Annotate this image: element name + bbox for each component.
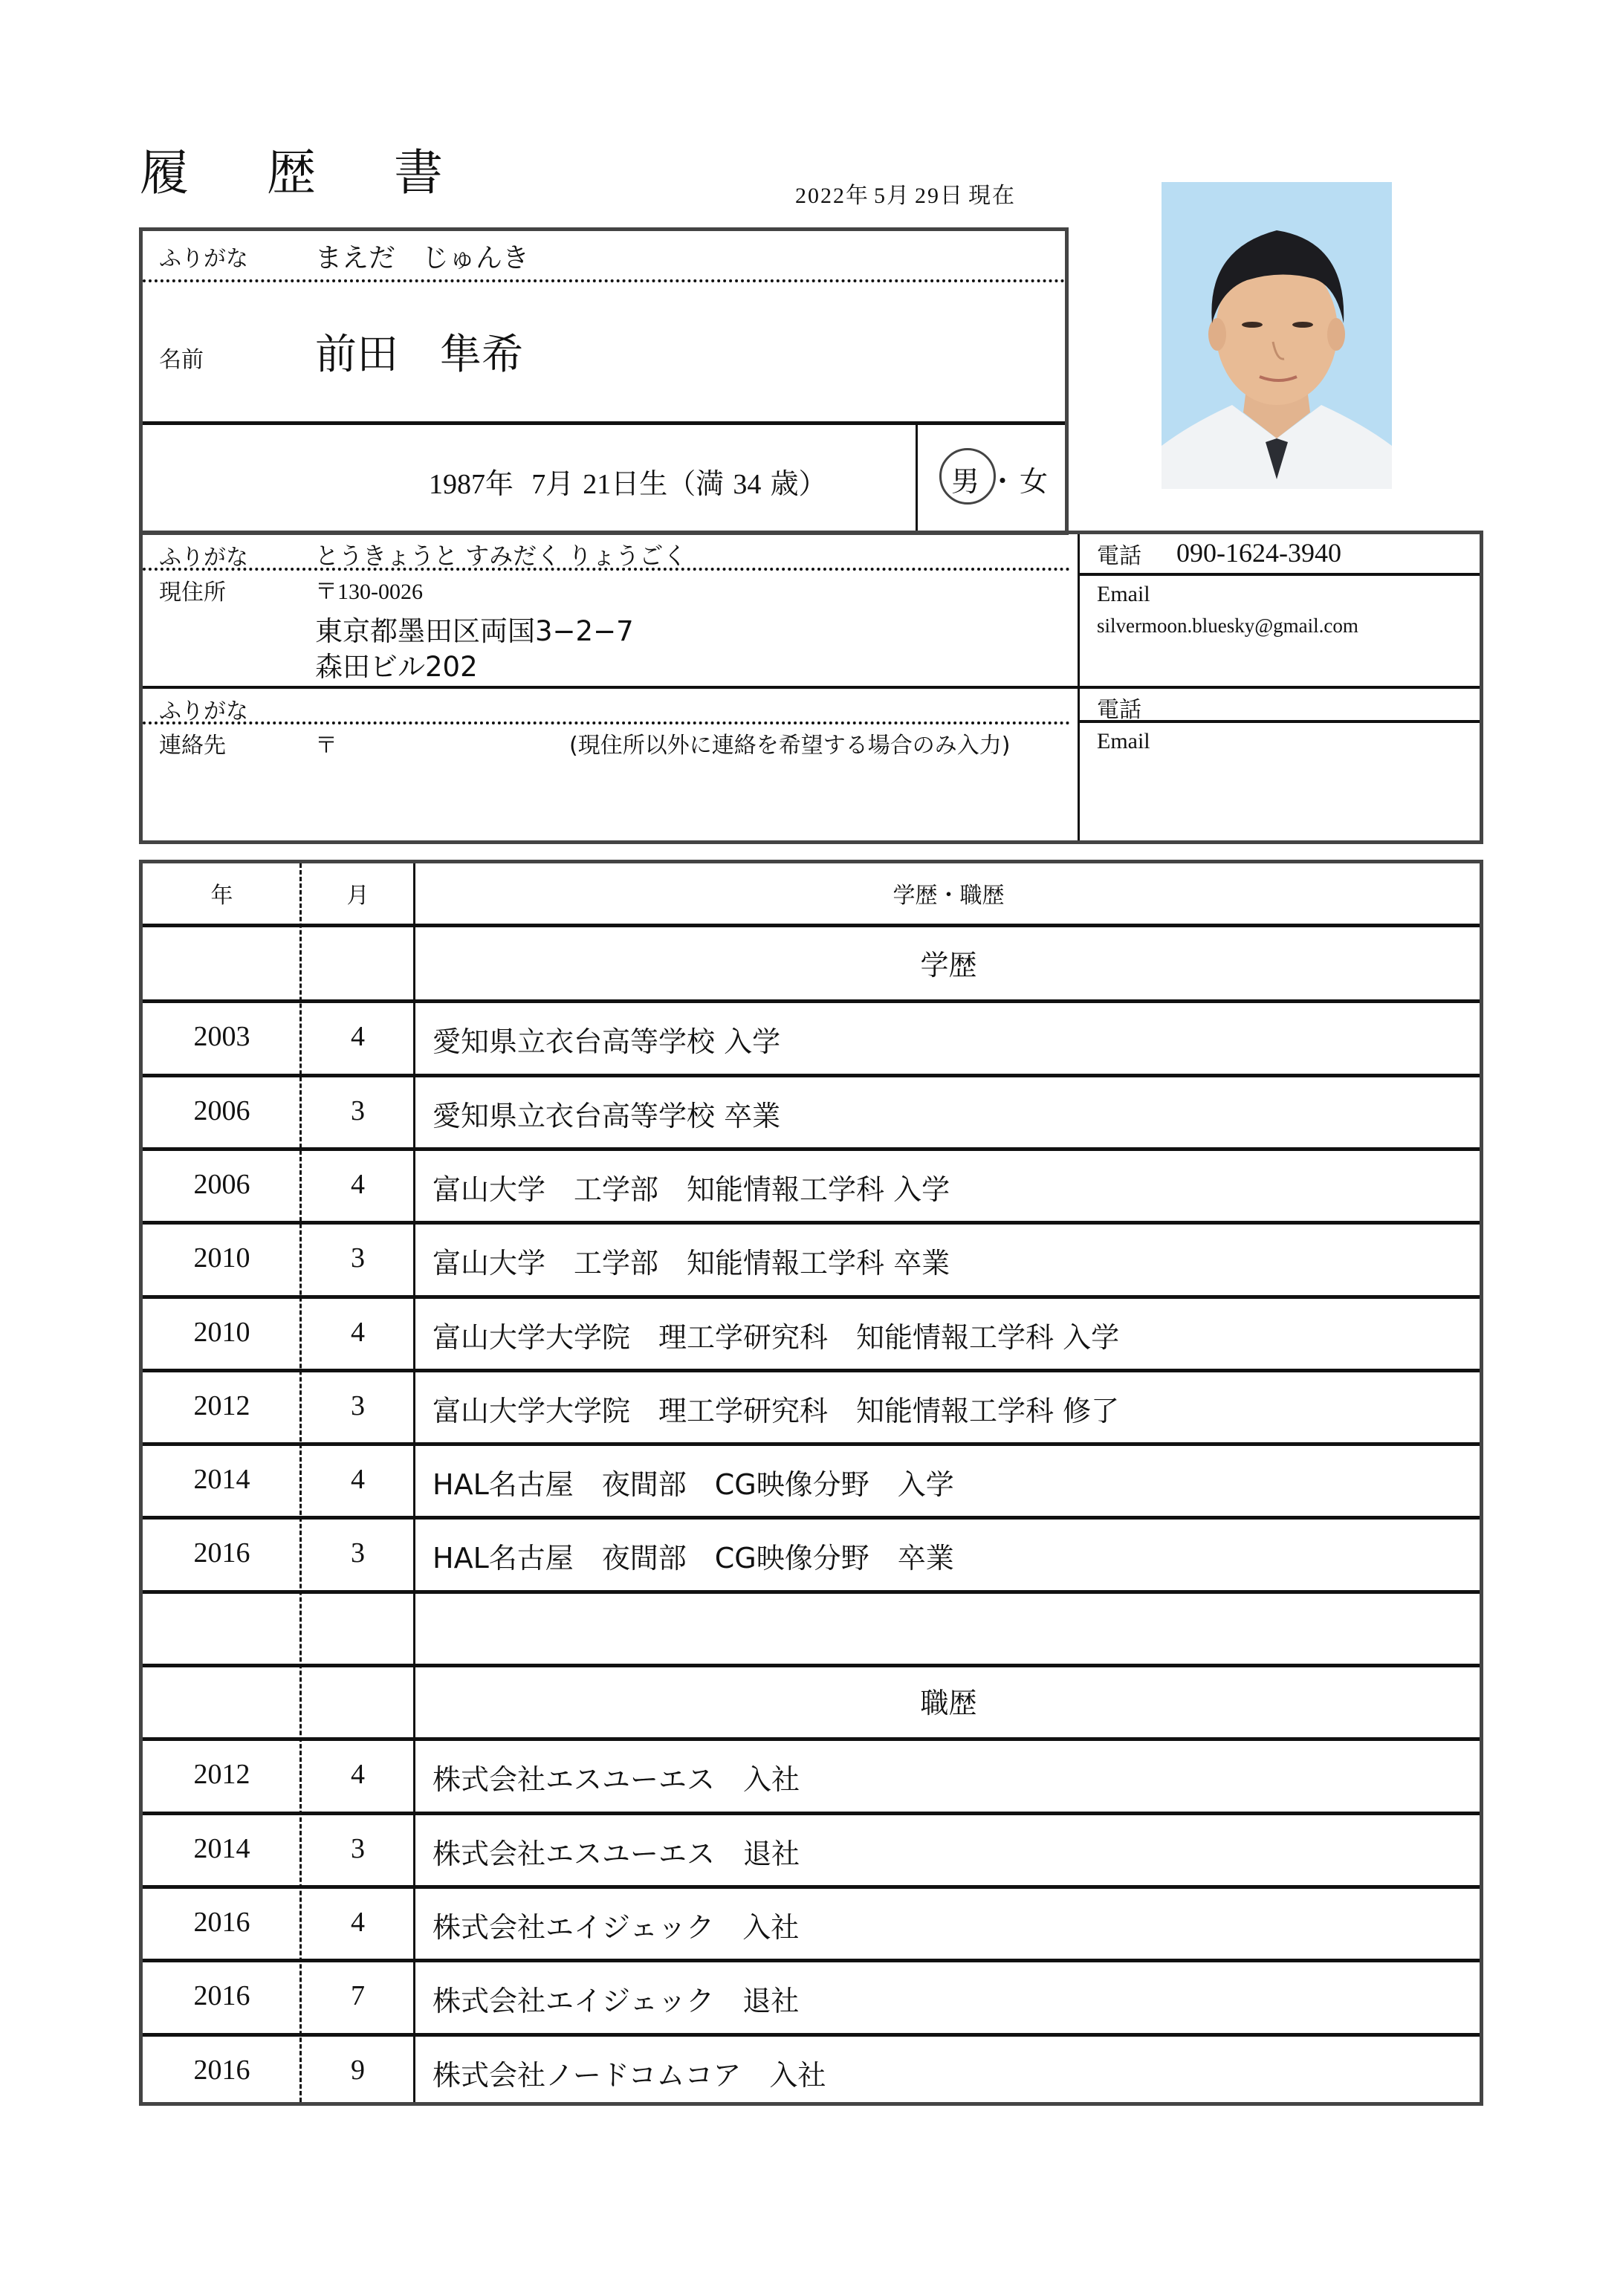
row-description[interactable]: 富山大学 工学部 知能情報工学科 卒業 [433, 1247, 950, 1280]
name-divider [143, 421, 1065, 425]
empty-row [143, 1592, 1480, 1665]
address-contact-section [139, 531, 1483, 844]
row-month[interactable]: 3 [351, 1832, 365, 1864]
row-description[interactable]: 愛知県立衣台高等学校 入学 [433, 1025, 781, 1059]
age-suffix: 歳） [770, 467, 827, 500]
gender-female[interactable]: 女 [1020, 465, 1049, 498]
row-description[interactable]: 富山大学大学院 理工学研究科 知能情報工学科 入学 [433, 1320, 1120, 1354]
row-year[interactable]: 2016 [193, 1980, 250, 2012]
postal-code[interactable]: 〒130-0026 [315, 580, 423, 604]
table-header [143, 863, 1480, 924]
address-section-divider [143, 686, 1480, 689]
as-of-date [795, 177, 1020, 210]
birth-day: 21日生（満 [583, 469, 725, 500]
table-row [143, 1444, 1480, 1517]
row-month[interactable]: 3 [351, 1537, 365, 1569]
row-month[interactable]: 4 [351, 1021, 365, 1053]
table-row [143, 1887, 1480, 1960]
row-description[interactable]: 富山大学大学院 理工学研究科 知能情報工学科 修了 [433, 1394, 1120, 1427]
row-month[interactable]: 4 [351, 1906, 365, 1938]
row-description[interactable]: HAL名古屋 夜間部 CG映像分野 入学 [433, 1468, 954, 1502]
full-name[interactable]: 前田 隼希 [315, 331, 523, 379]
row-description[interactable]: 株式会社エスユーエス 退社 [433, 1837, 800, 1870]
row-month[interactable]: 4 [351, 1168, 365, 1200]
row-year[interactable]: 2006 [193, 1168, 250, 1200]
furigana-divider [143, 279, 1065, 282]
row-year[interactable]: 2016 [193, 1906, 250, 1938]
address-label: 現住所 [159, 580, 226, 606]
address-furigana-divider [143, 568, 1070, 571]
row-description[interactable]: 株式会社ノードコムコア 入社 [433, 2058, 826, 2092]
address-furigana-value[interactable]: とうきょうと すみだく りょうごく [315, 542, 687, 570]
row-description[interactable]: 株式会社エイジェック 退社 [433, 1985, 800, 2018]
document-title: 履 歴 書 [140, 144, 474, 201]
birth-year: 1987年 [429, 469, 514, 500]
row-description[interactable]: 株式会社エスユーエス 入社 [433, 1763, 800, 1797]
row-description[interactable]: 愛知県立衣台高等学校 卒業 [433, 1099, 781, 1132]
address-line-2[interactable]: 森田ビル202 [315, 651, 478, 683]
column-header-history: 学歴・職歴 [893, 883, 1005, 909]
table-row [143, 1960, 1480, 2034]
contact-furigana-divider [143, 721, 1070, 724]
column-header-month: 月 [346, 883, 369, 909]
contact-furigana-label: ふりがな [159, 698, 248, 724]
education-work-history-table [139, 860, 1483, 2106]
contact-phone-divider [1078, 720, 1480, 723]
row-year[interactable]: 2006 [193, 1095, 250, 1126]
contact-phone-label: 電話 [1097, 697, 1141, 723]
row-month[interactable]: 4 [351, 1759, 365, 1791]
email-value[interactable]: silvermoon.bluesky@gmail.com [1097, 614, 1358, 637]
table-row [143, 1370, 1480, 1444]
phone-divider [1078, 573, 1480, 576]
row-year[interactable]: 2012 [193, 1759, 250, 1791]
contact-email-label: Email [1097, 729, 1150, 753]
row-year[interactable]: 2010 [193, 1316, 250, 1348]
date-month: 5月 [874, 184, 910, 208]
furigana-value[interactable]: まえだ じゅんき [315, 243, 530, 273]
table-row [143, 1739, 1480, 1812]
row-month[interactable]: 4 [351, 1316, 365, 1348]
table-row [143, 1149, 1480, 1222]
row-year[interactable]: 2016 [193, 1537, 250, 1569]
contact-postal-mark[interactable]: 〒 [315, 733, 337, 759]
age-value: 34 [733, 469, 762, 500]
phone-value[interactable]: 090-1624-3940 [1176, 538, 1341, 568]
row-year[interactable]: 2014 [193, 1464, 250, 1496]
portrait-photo [1162, 182, 1392, 489]
column-header-year: 年 [210, 883, 233, 909]
section-heading-row [143, 1665, 1480, 1739]
name-section [139, 227, 1069, 535]
row-year[interactable]: 2012 [193, 1389, 250, 1421]
table-row [143, 2034, 1480, 2108]
address-furigana-label: ふりがな [159, 545, 248, 571]
address-line-1[interactable]: 東京都墨田区両国3−2−7 [315, 615, 634, 647]
section-heading[interactable]: 職歴 [920, 1687, 977, 1719]
row-description[interactable]: 株式会社エイジェック 入社 [433, 1910, 800, 1944]
furigana-label: ふりがな [159, 246, 248, 272]
row-description[interactable]: 富山大学 工学部 知能情報工学科 入学 [433, 1173, 950, 1206]
section-heading[interactable]: 学歴 [920, 949, 977, 982]
birth-month: 7月 [531, 469, 574, 500]
gender-separator: ・ [988, 465, 1017, 498]
phone-label: 電話 [1097, 543, 1141, 569]
portrait-icon [1162, 182, 1392, 489]
table-row [143, 1222, 1480, 1296]
gender-divider [916, 421, 918, 531]
table-row [143, 1001, 1480, 1074]
contact-note: (現住所以外に連絡を希望する場合のみ入力) [569, 733, 1011, 759]
table-row [143, 1517, 1480, 1591]
row-month[interactable]: 4 [351, 1464, 365, 1496]
row-month[interactable]: 7 [351, 1980, 365, 2012]
gender-male[interactable]: 男 [951, 465, 980, 498]
row-month[interactable]: 3 [351, 1389, 365, 1421]
name-label: 名前 [159, 347, 204, 373]
row-month[interactable]: 3 [351, 1242, 365, 1274]
table-row [143, 1297, 1480, 1370]
table-row [143, 1075, 1480, 1149]
row-year[interactable]: 2016 [193, 2054, 250, 2086]
email-label: Email [1097, 582, 1150, 606]
row-year[interactable]: 2014 [193, 1832, 250, 1864]
row-month[interactable]: 3 [351, 1095, 365, 1126]
contact-label: 連絡先 [159, 733, 226, 759]
row-year[interactable]: 2010 [193, 1242, 250, 1274]
birth-date[interactable] [429, 461, 827, 502]
row-year[interactable]: 2003 [193, 1021, 250, 1053]
row-description[interactable]: HAL名古屋 夜間部 CG映像分野 卒業 [433, 1542, 954, 1575]
date-year: 2022年 [795, 184, 869, 208]
section-heading-row [143, 927, 1480, 1001]
date-day: 29日 [915, 184, 964, 208]
row-month[interactable]: 9 [351, 2054, 365, 2086]
table-row [143, 1813, 1480, 1887]
date-suffix: 現在 [968, 183, 1016, 209]
